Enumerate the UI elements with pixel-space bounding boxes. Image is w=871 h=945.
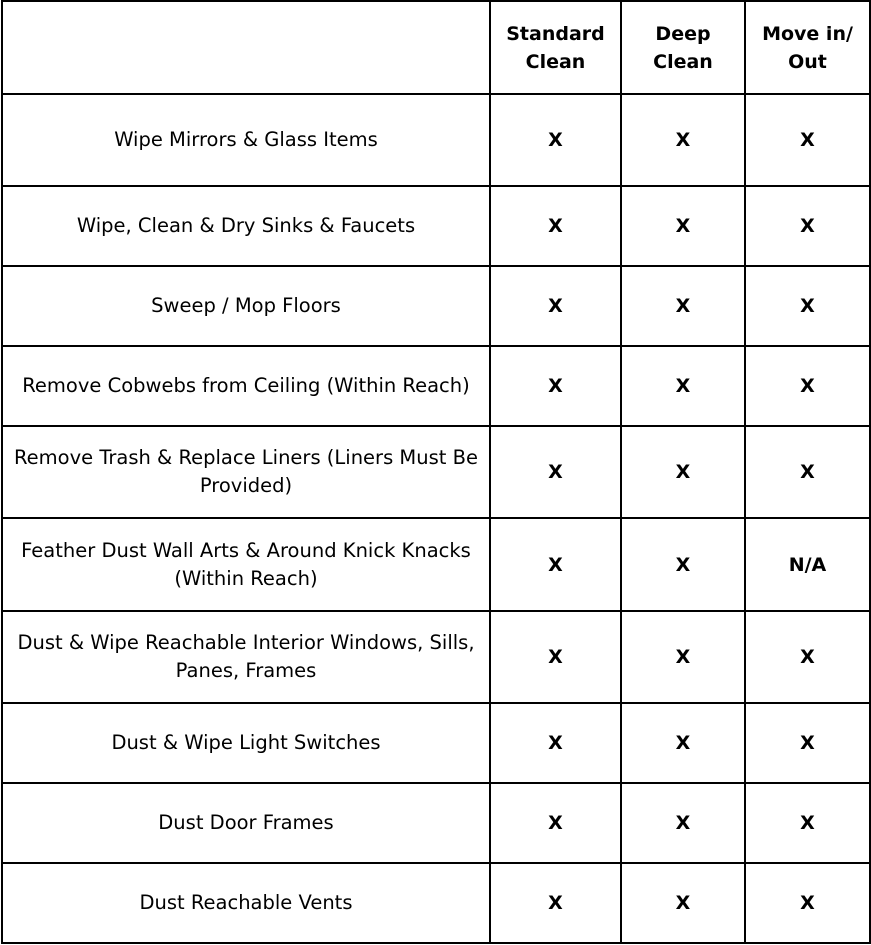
task-cell: Remove Cobwebs from Ceiling (Within Reach): [2, 346, 490, 426]
table-row: [2, 703, 870, 783]
cleaning-comparison-table: [1, 0, 871, 944]
move-mark: X: [745, 863, 870, 943]
standard-mark: X: [490, 703, 621, 783]
table-row: [2, 611, 870, 703]
header-standard-line-2: Clean: [525, 50, 586, 73]
move-mark: X: [745, 94, 870, 186]
standard-mark: X: [490, 426, 621, 518]
header-standard-clean: [490, 1, 621, 94]
deep-mark: X: [621, 518, 745, 611]
standard-mark: X: [490, 611, 621, 703]
header-deep-line-1: Deep: [655, 22, 711, 45]
task-cell: Remove Trash & Replace Liners (Liners Must Be Provided): [2, 426, 490, 518]
table-row: [2, 94, 870, 186]
task-cell: Dust & Wipe Light Switches: [2, 703, 490, 783]
task-cell: Feather Dust Wall Arts & Around Knick Knacks (Within Reach): [2, 518, 490, 611]
table-row: [2, 186, 870, 266]
deep-mark: X: [621, 186, 745, 266]
table-row: [2, 346, 870, 426]
deep-mark: X: [621, 266, 745, 346]
table-row: [2, 783, 870, 863]
task-cell: Wipe Mirrors & Glass Items: [2, 94, 490, 186]
move-mark: X: [745, 426, 870, 518]
header-empty-cell: [2, 1, 490, 94]
move-mark: X: [745, 186, 870, 266]
table-row: [2, 518, 870, 611]
header-standard-line-1: Standard: [506, 22, 605, 45]
move-mark: N/A: [745, 518, 870, 611]
move-mark: X: [745, 783, 870, 863]
standard-mark: X: [490, 186, 621, 266]
deep-mark: X: [621, 783, 745, 863]
table-row: [2, 266, 870, 346]
standard-mark: X: [490, 863, 621, 943]
header-deep-line-2: Clean: [653, 50, 713, 73]
deep-mark: X: [621, 863, 745, 943]
task-cell: Dust Reachable Vents: [2, 863, 490, 943]
task-cell: Dust & Wipe Reachable Interior Windows, Sills, Panes, Frames: [2, 611, 490, 703]
deep-mark: X: [621, 426, 745, 518]
standard-mark: X: [490, 266, 621, 346]
header-deep-clean: [621, 1, 745, 94]
move-mark: X: [745, 266, 870, 346]
deep-mark: X: [621, 346, 745, 426]
standard-mark: X: [490, 94, 621, 186]
deep-mark: X: [621, 94, 745, 186]
deep-mark: X: [621, 703, 745, 783]
task-cell: Sweep / Mop Floors: [2, 266, 490, 346]
task-cell: Wipe, Clean & Dry Sinks & Faucets: [2, 186, 490, 266]
move-mark: X: [745, 346, 870, 426]
move-mark: X: [745, 611, 870, 703]
header-move-line-2: Out: [788, 50, 827, 73]
table-row: [2, 426, 870, 518]
header-move-in-out: [745, 1, 870, 94]
move-mark: X: [745, 703, 870, 783]
header-row: [2, 1, 870, 94]
deep-mark: X: [621, 611, 745, 703]
standard-mark: X: [490, 783, 621, 863]
header-move-line-1: Move in/: [762, 22, 853, 45]
table-row: [2, 863, 870, 943]
standard-mark: X: [490, 346, 621, 426]
task-cell: Dust Door Frames: [2, 783, 490, 863]
standard-mark: X: [490, 518, 621, 611]
